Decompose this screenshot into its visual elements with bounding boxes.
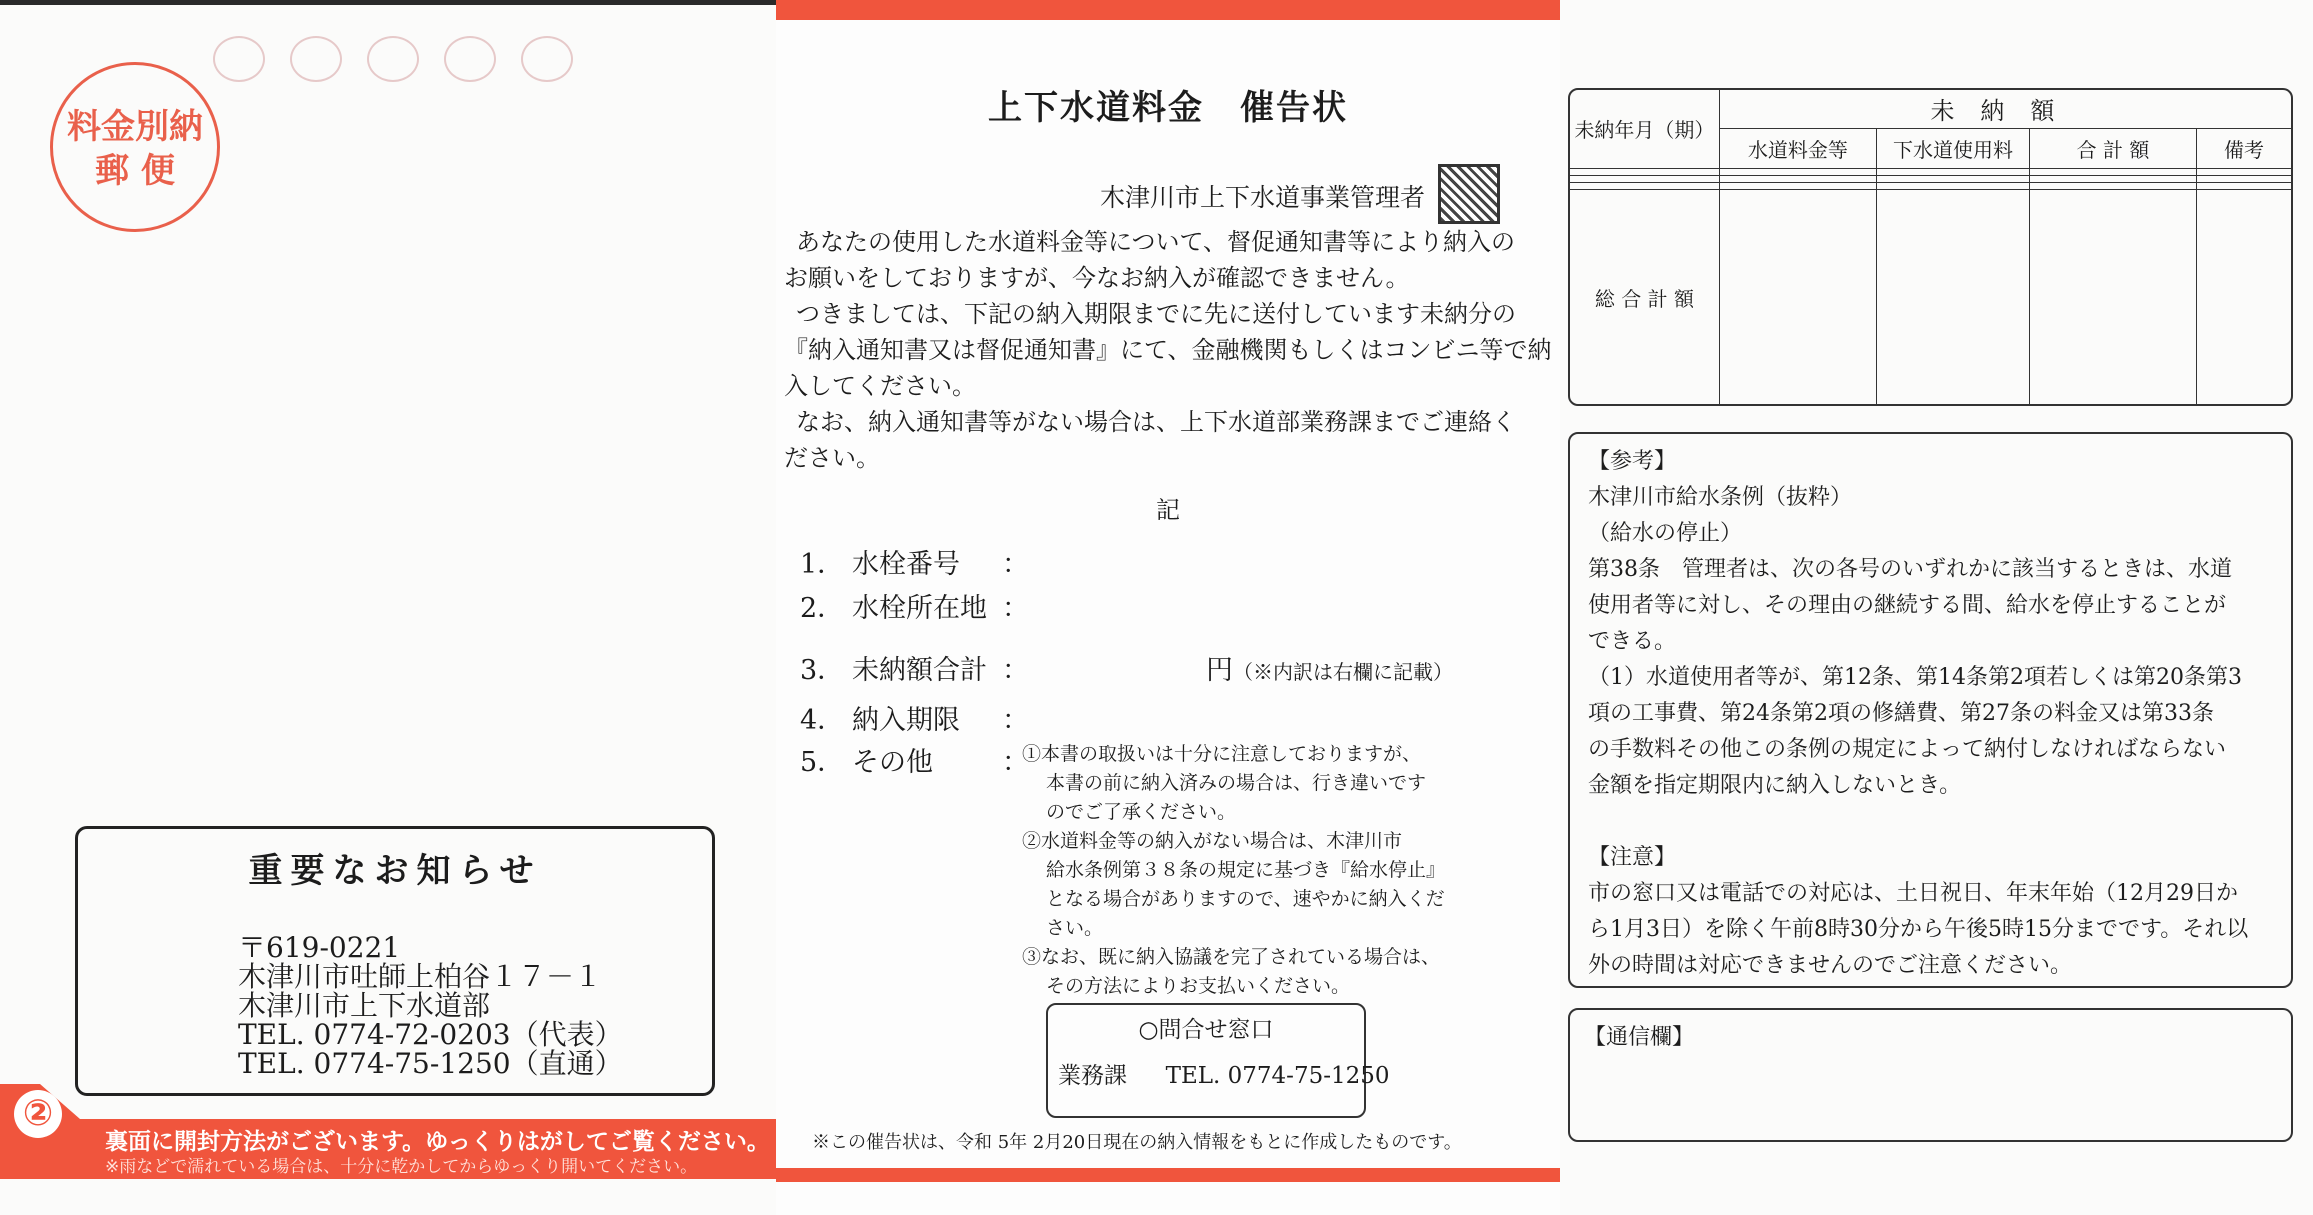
breakdown-note: （※内訳は右欄に記載） [1233,660,1453,684]
contact-box [1046,1003,1390,1118]
item-faucet-location [800,586,1029,625]
notice-body [784,224,1554,476]
item-label: 未納額合計 [852,655,987,686]
top-color-band [776,0,1560,20]
body-line: ださい。 [784,444,880,472]
postage-stamp-line2: 郵 便 [95,151,175,191]
punch-hole [290,36,342,82]
item-other [800,740,1029,779]
important-notice-box [75,826,715,1096]
reference-line: （1）水道使用者等が、第12条、第14条第2項若しくは第20条第3 [1588,665,2242,690]
body-line: なお、納入通知書等がない場合は、上下水道部業務課までご連絡く [796,408,1516,436]
note-line: ①本書の取扱いは十分に注意しておりますが、 [1022,743,1422,765]
item-separator: ： [1002,549,1029,580]
yen-unit-label [1206,648,1453,687]
tel-direct: TEL. 0774-75-1250（直通） [238,1047,623,1080]
column-header: 備考 [2196,128,2291,168]
reference-line: 金額を指定期限内に納入しないとき。 [1588,773,1962,798]
note-line: のでご了承ください。 [1046,801,1237,823]
postal-code: 〒619-0221 [238,931,401,964]
postage-paid-stamp [50,62,220,232]
reference-line: 使用者等に対し、その理由の継続する間、給水を停止することが [1588,593,2227,618]
item-separator: ： [1002,655,1029,686]
note-line: 本書の前に納入済みの場合は、行き違いです [1046,772,1427,794]
item-payment-deadline [800,698,1029,737]
note-line: となる場合がありますので、速やかに納入くだ [1046,888,1445,910]
top-edge [0,0,776,5]
unpaid-amount-header: 未納額 [1719,90,2291,128]
left-panel [0,0,776,1215]
issuer-name: 木津川市上下水道事業管理者 [1100,183,1426,212]
note-line: さい。 [1046,917,1104,939]
body-line: お願いをしておりますが、今なお納入が確認できません。 [784,264,1410,292]
other-notes [1022,740,1482,1001]
reference-heading: 【参考】 [1588,449,1677,474]
opening-instruction: 裏面に開封方法がございます。ゆっくりはがしてご覧ください。 [105,1129,770,1155]
item-num: 3． [800,655,845,686]
column-header: 合 計 額 [2030,128,2197,168]
note-line: その方法によりお支払いください。 [1046,975,1351,997]
body-line: 『納入通知書又は督促通知書』にて、金融機関もしくはコンビニ等で納 [784,336,1552,364]
unpaid-amount-table [1568,88,2293,406]
item-label: 納入期限 [852,705,960,736]
item-label: 水栓所在地 [852,593,987,624]
total-row [1570,190,2291,404]
item-separator: ： [1002,747,1029,778]
contact-department: 業務課 [1058,1063,1127,1089]
body-line: つきましては、下記の納入期限までに先に送付しています未納分の [796,300,1516,328]
reference-line: 第38条 管理者は、次の各号のいずれかに該当するときは、水道 [1588,557,2232,582]
body-line: あなたの使用した水道料金等について、督促通知書等により納入の [796,228,1516,256]
table-row [1570,183,2291,190]
table-row [1570,175,2291,182]
note-line: ②水道料金等の納入がない場合は、木津川市 [1022,830,1403,852]
reference-line: （給水の停止） [1588,521,1743,546]
caution-heading: 【注意】 [1588,845,1677,870]
grand-total-label: 総 合 計 額 [1570,190,1719,404]
data-date-footnote: ※この催告状は、令和 5年 2月20日現在の納入情報をもとに作成したものです。 [812,1132,1462,1153]
reference-line: の手数料その他この条例の規定によって納付しなければならない [1588,737,2227,762]
wet-paper-note: ※雨などで濡れている場合は、十分に乾かしてからゆっくり開いてください。 [105,1157,698,1177]
body-line: 入してください。 [784,372,976,400]
step-number-badge: ② [14,1090,62,1138]
contact-line [1058,1057,1390,1090]
tel-main: TEL. 0774-72-0203（代表） [238,1018,623,1051]
document-title: 上下水道料金 催告状 [988,88,1348,128]
reminder-notice-panel [776,0,1560,1215]
communication-box [1568,1008,2293,1142]
item-label: 水栓番号 [852,549,960,580]
reference-line: できる。 [1588,629,1677,654]
sender-department: 木津川市上下水道部 [238,989,491,1022]
bottom-color-band [776,1168,1560,1182]
notice-title: 重要なお知らせ [248,851,542,891]
item-unpaid-total [800,648,1029,687]
column-header: 下水道使用料 [1876,128,2029,168]
punch-hole [444,36,496,82]
note-line: ③なお、既に納入協議を完了されている場合は、 [1022,946,1441,968]
item-label: その他 [852,747,933,778]
note-line: 給水条例第３８条の規定に基づき『給水停止』 [1046,859,1446,881]
postage-stamp-line1: 料金別納 [67,107,203,147]
right-panel [1560,0,2313,1215]
item-num: 1． [800,549,845,580]
sender-address-block [238,933,623,1078]
column-header: 水道料金等 [1719,128,1876,168]
item-num: 2． [800,593,845,624]
caution-line: 市の窓口又は電話での対応は、土日祝日、年末年始（12月29日か [1588,881,2238,906]
contact-tel: TEL. 0774-75-1250 [1165,1063,1390,1089]
reference-box [1568,432,2293,988]
reference-text [1588,444,2278,984]
item-separator: ： [1002,705,1029,736]
item-num: 4． [800,705,845,736]
item-faucet-number [800,542,1029,581]
punch-hole [367,36,419,82]
period-header: 未納年月（期） [1570,90,1719,168]
ki-heading: 記 [1156,496,1180,524]
item-num: 5． [800,747,845,778]
item-separator: ： [1002,593,1029,624]
yen-unit: 円 [1206,655,1233,686]
sender-address: 木津川市吐師上柏谷１７－１ [238,960,603,993]
punch-hole [521,36,573,82]
punch-hole [213,36,265,82]
official-seal-icon [1438,164,1500,224]
reference-line: 項の工事費、第24条第2項の修繕費、第27条の料金又は第33条 [1588,701,2214,726]
caution-line: 外の時間は対応できませんのでご注意ください。 [1588,953,2073,978]
table-row [1570,168,2291,175]
contact-title: ○問合せ窓口 [1138,1017,1274,1043]
reference-line: 木津川市給水条例（抜粋） [1588,485,1853,510]
communication-heading: 【通信欄】 [1584,1025,1695,1050]
caution-line: ら1月3日）を除く午前8時30分から午後5時15分までです。それ以 [1588,917,2249,942]
